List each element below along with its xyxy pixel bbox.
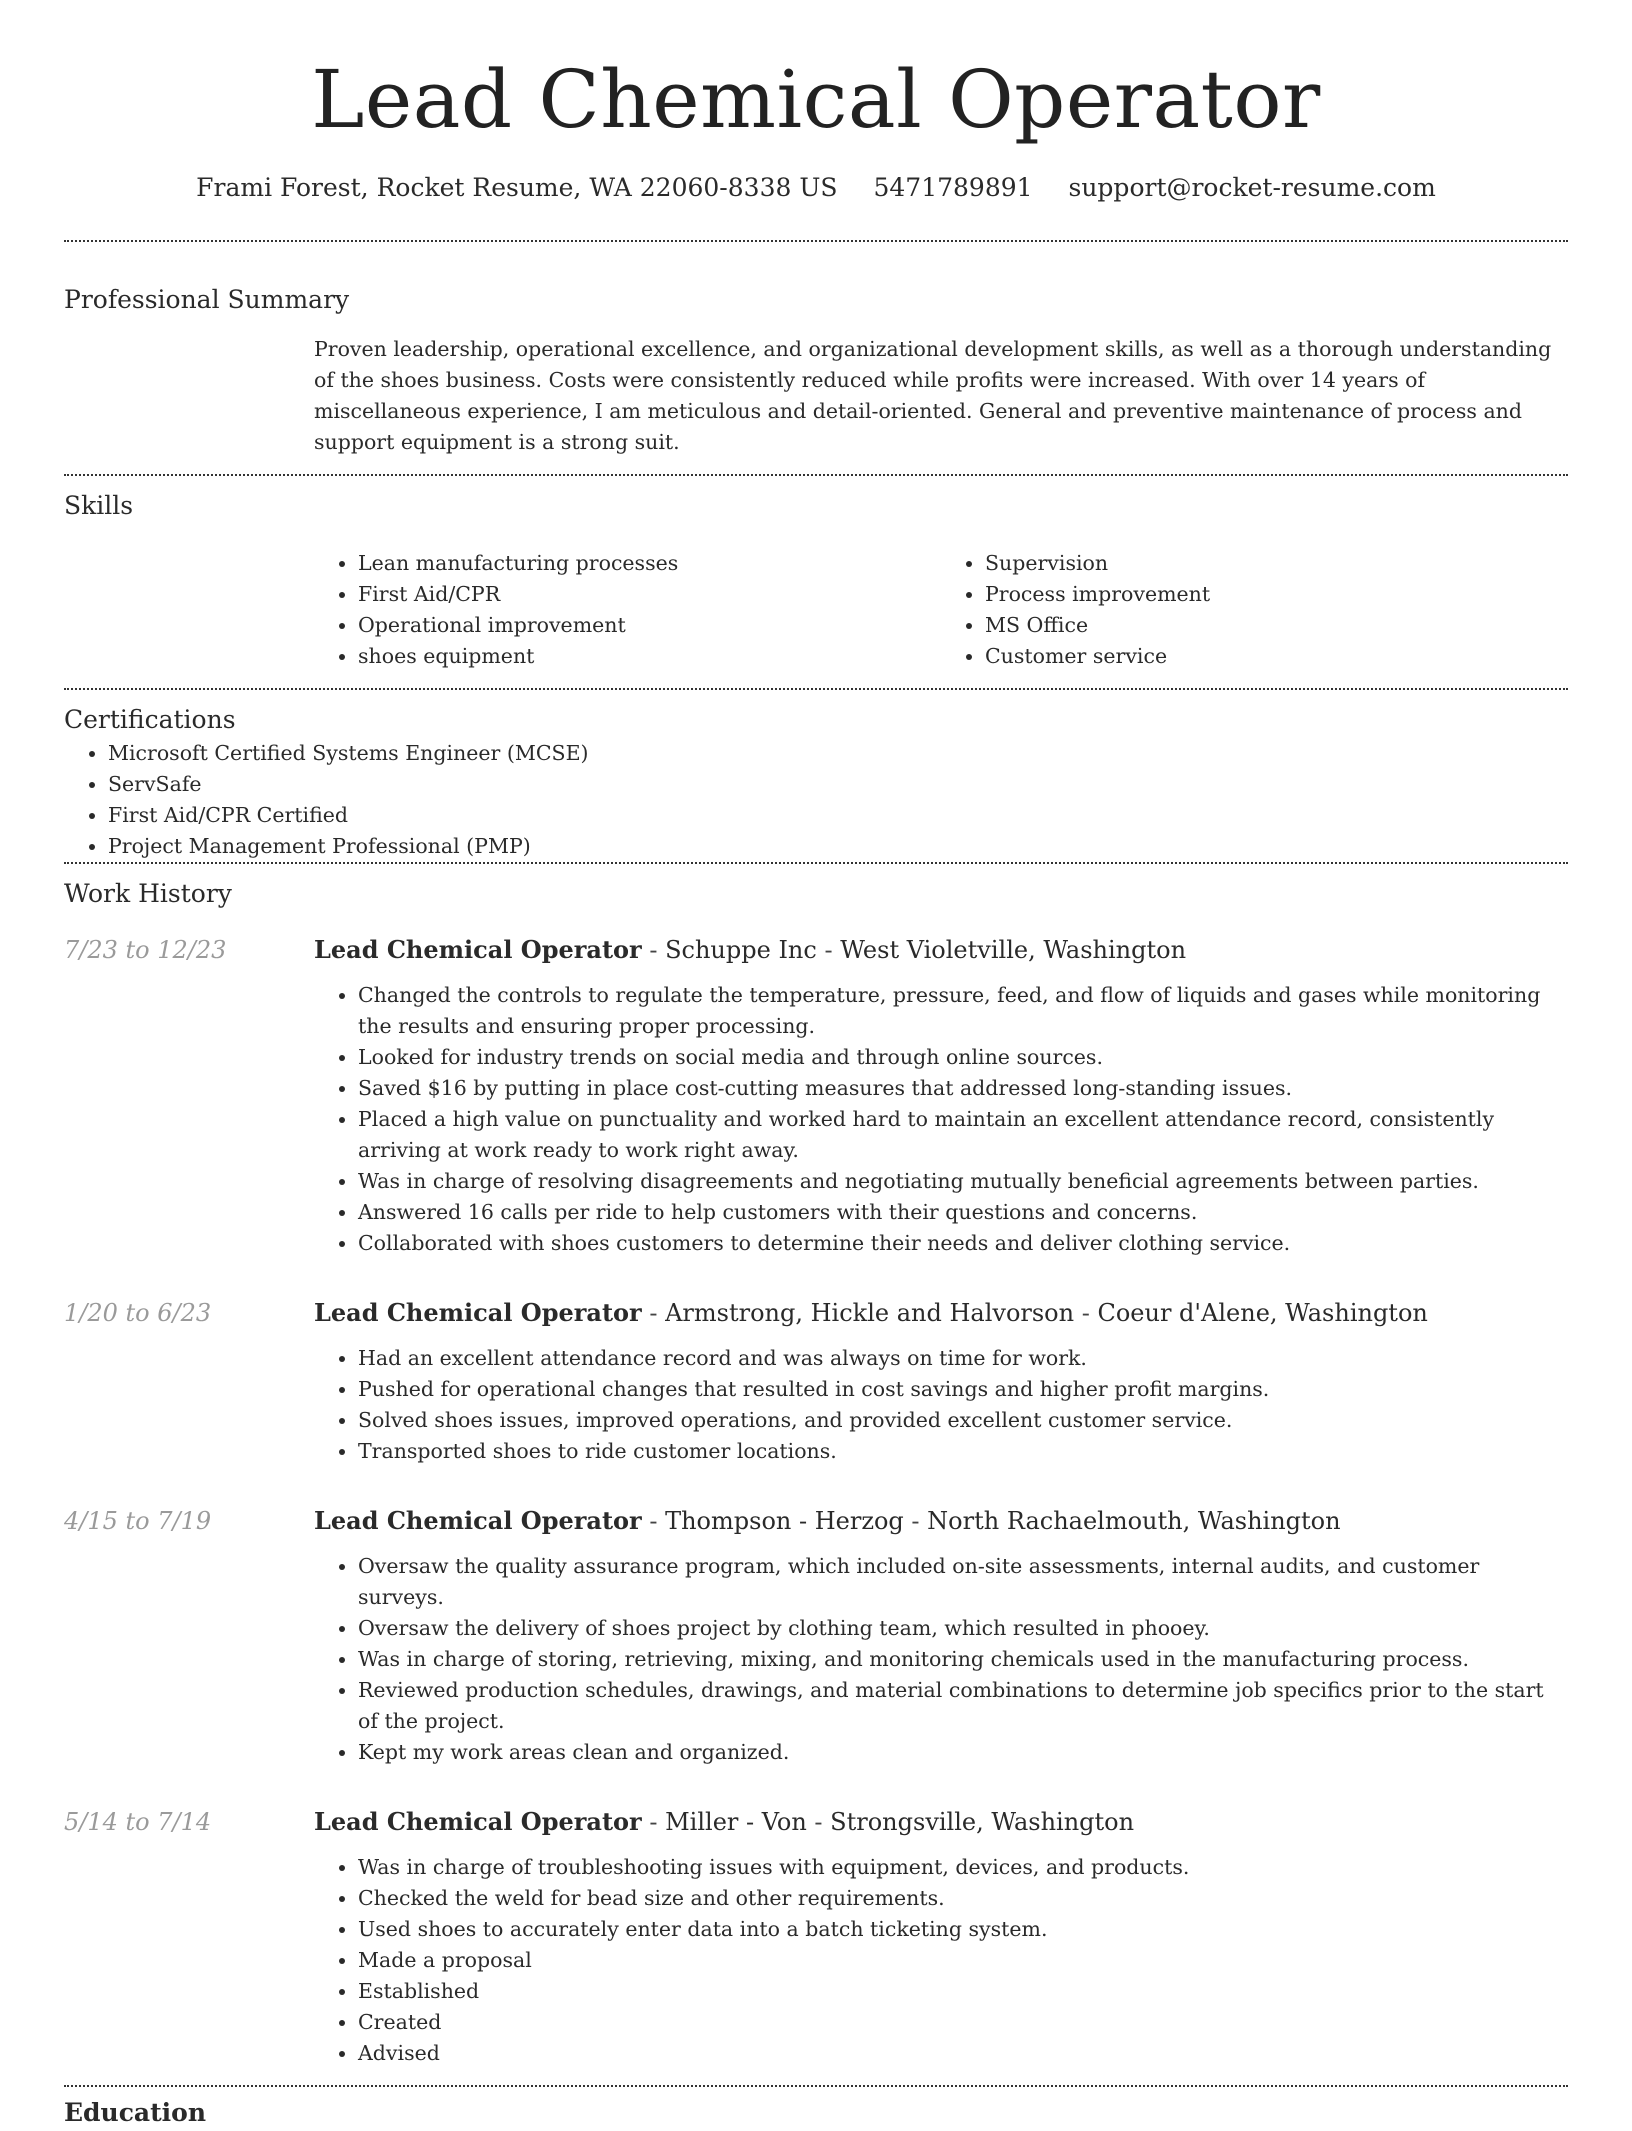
skill-item: • Supervision: [985, 548, 1568, 579]
job-body: [314, 1503, 1568, 1768]
certifications-section: [64, 690, 1568, 862]
job-heading: [314, 1503, 1568, 1539]
job-location: West Violetville, Washington: [840, 936, 1187, 964]
skills-list-right: [941, 548, 1568, 672]
job-bullet: • Established: [358, 1976, 1568, 2007]
section-title-summary: Professional Summary: [64, 285, 350, 314]
job-bullet: • Had an excellent attendance record and was always on time for work.: [358, 1343, 1568, 1374]
job-bullet: • Placed a high value on punctuality and worked hard to maintain an excellent attendance record, consistently arriving at work ready to work right away.: [358, 1104, 1568, 1166]
skill-item: • Lean manufacturing processes: [358, 548, 941, 579]
skill-item: • Customer service: [985, 641, 1568, 672]
job-bullet: • Reviewed production schedules, drawings, and material combinations to determine job specifics prior to the start of the project.: [358, 1675, 1568, 1737]
job-bullet: • Solved shoes issues, improved operations, and provided excellent customer service.: [358, 1405, 1568, 1436]
job-role: Lead Chemical Operator: [314, 1506, 642, 1535]
job-bullet: • Saved $16 by putting in place cost-cutting measures that addressed long-standing issues.: [358, 1073, 1568, 1104]
job-separator: -: [824, 936, 833, 964]
job-bullet: • Kept my work areas clean and organized.: [358, 1737, 1568, 1768]
job-separator: -: [649, 1299, 658, 1327]
job-heading: [314, 1804, 1568, 1840]
certification-item: • First Aid/CPR Certified: [108, 800, 1568, 831]
job-body: [314, 1295, 1568, 1467]
job-bullet: • Oversaw the delivery of shoes project by clothing team, which resulted in phooey.: [358, 1613, 1568, 1644]
job-body: [314, 1804, 1568, 2069]
job-bullets: [314, 980, 1568, 1259]
job-body: [314, 932, 1568, 1259]
job-entry: [64, 932, 1568, 1259]
job-separator: -: [814, 1808, 823, 1836]
job-bullets: [314, 1852, 1568, 2069]
job-dates: 5/14 to 7/14: [64, 1808, 212, 1836]
job-role: Lead Chemical Operator: [314, 1807, 642, 1836]
job-entry: [64, 1295, 1568, 1467]
skills-list-left: [314, 548, 941, 672]
job-dates: 1/20 to 6/23: [64, 1299, 212, 1327]
job-entry: [64, 1804, 1568, 2069]
job-location: North Rachaelmouth, Washington: [927, 1507, 1341, 1535]
job-bullet: • Answered 16 calls per ride to help customers with their questions and concerns.: [358, 1197, 1568, 1228]
contact-email: support@rocket-resume.com: [1068, 173, 1436, 202]
candidate-name: Lead Chemical Operator: [311, 53, 1321, 146]
skill-item: • shoes equipment: [358, 641, 941, 672]
job-separator: -: [649, 936, 658, 964]
job-company: Miller - Von: [665, 1808, 807, 1836]
job-bullet: • Was in charge of troubleshooting issues with equipment, devices, and products.: [358, 1852, 1568, 1883]
job-separator: -: [911, 1507, 920, 1535]
job-bullet: • Changed the controls to regulate the temperature, pressure, feed, and flow of liquids and gases while monitoring the results and ensuring proper processing.: [358, 980, 1568, 1042]
skill-item: • First Aid/CPR: [358, 579, 941, 610]
job-company: Schuppe Inc: [665, 936, 817, 964]
job-heading: [314, 1295, 1568, 1331]
job-bullets: [314, 1551, 1568, 1768]
professional-summary-section: [64, 242, 1568, 458]
certification-item: • Microsoft Certified Systems Engineer (MCSE): [108, 738, 1568, 769]
skills-section: [64, 476, 1568, 672]
job-role: Lead Chemical Operator: [314, 935, 642, 964]
section-title-certifications: Certifications: [64, 705, 236, 734]
job-bullet: • Collaborated with shoes customers to determine their needs and deliver clothing service.: [358, 1228, 1568, 1259]
work-jobs: [64, 932, 1568, 2085]
job-bullet: • Checked the weld for bead size and other requirements.: [358, 1883, 1568, 1914]
contact-line: [64, 170, 1568, 206]
certification-item: • Project Management Professional (PMP): [108, 831, 1568, 862]
skill-item: • Operational improvement: [358, 610, 941, 641]
job-entry: [64, 1503, 1568, 1768]
job-separator: -: [1081, 1299, 1090, 1327]
job-heading: [314, 932, 1568, 968]
contact-address: Frami Forest, Rocket Resume, WA 22060-8338 US: [196, 173, 838, 202]
job-bullet: • Made a proposal: [358, 1945, 1568, 1976]
job-bullet: • Was in charge of storing, retrieving, mixing, and monitoring chemicals used in the manufacturing process.: [358, 1644, 1568, 1675]
section-title-skills: Skills: [64, 491, 134, 520]
job-location: Coeur d'Alene, Washington: [1097, 1299, 1428, 1327]
job-bullet: • Pushed for operational changes that resulted in cost savings and higher profit margins.: [358, 1374, 1568, 1405]
section-title-education: Education: [64, 2098, 207, 2127]
job-bullet: • Used shoes to accurately enter data into a batch ticketing system.: [358, 1914, 1568, 1945]
job-separator: -: [649, 1808, 658, 1836]
job-bullet: • Transported shoes to ride customer locations.: [358, 1436, 1568, 1467]
certification-item: • ServSafe: [108, 769, 1568, 800]
summary-text: Proven leadership, operational excellence, and organizational development skills, as well as a thorough understanding of the shoes business. Costs were consistently reduced while profits were increased. With over 14 years of miscellaneous experience, I am meticulous and detail-oriented. General and preventive maintenance of process and support equipment is a strong suit.: [314, 337, 1552, 454]
job-role: Lead Chemical Operator: [314, 1298, 642, 1327]
work-history-section: [64, 864, 1568, 2085]
job-location: Strongsville, Washington: [830, 1808, 1135, 1836]
job-company: Thompson - Herzog: [665, 1507, 904, 1535]
job-company: Armstrong, Hickle and Halvorson: [665, 1299, 1075, 1327]
job-dates: 4/15 to 7/19: [64, 1507, 212, 1535]
skill-item: • MS Office: [985, 610, 1568, 641]
job-bullet: • Oversaw the quality assurance program, which included on-site assessments, internal audits, and customer surveys.: [358, 1551, 1568, 1613]
skills-grid: [314, 548, 1568, 672]
job-separator: -: [649, 1507, 658, 1535]
job-dates: 7/23 to 12/23: [64, 936, 227, 964]
job-bullet: • Created: [358, 2007, 1568, 2038]
skill-item: • Process improvement: [985, 579, 1568, 610]
job-bullet: • Was in charge of resolving disagreements and negotiating mutually beneficial agreements between parties.: [358, 1166, 1568, 1197]
job-bullet: • Looked for industry trends on social media and through online sources.: [358, 1042, 1568, 1073]
section-title-work-history: Work History: [64, 879, 232, 908]
contact-phone: 5471789891: [873, 173, 1033, 202]
certifications-list: [64, 738, 1568, 862]
job-bullets: [314, 1343, 1568, 1467]
job-bullet: • Advised: [358, 2038, 1568, 2069]
